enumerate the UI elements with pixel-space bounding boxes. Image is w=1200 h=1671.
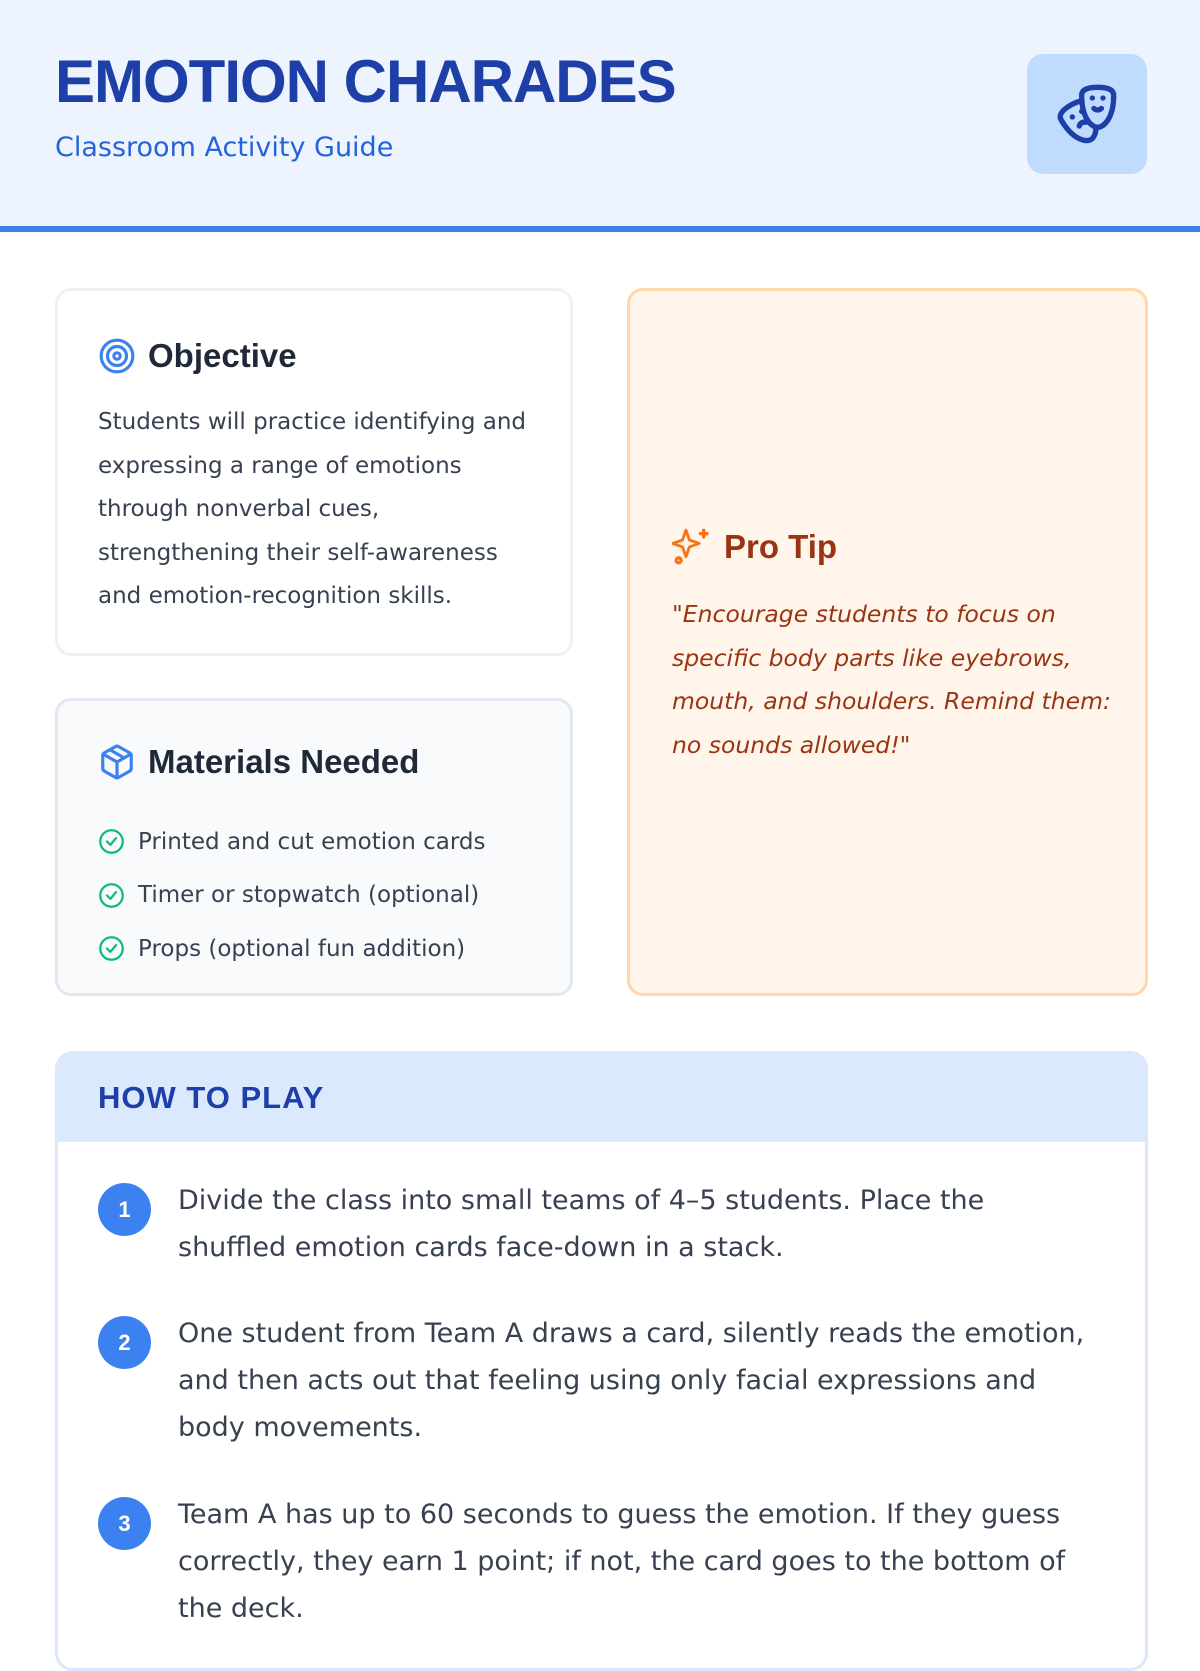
material-label: Timer or stopwatch (optional) <box>138 882 480 909</box>
header-icon-badge <box>1027 54 1147 174</box>
objective-card <box>55 288 573 656</box>
materials-list <box>98 815 485 976</box>
page-header <box>0 0 1200 232</box>
step-text: One student from Team A draws a card, silently reads the emotion, and then acts out that feeling using only facial expressions and body movements. <box>178 1318 1085 1443</box>
materials-card <box>55 698 573 996</box>
list-item <box>98 922 485 976</box>
materials-title: Materials Needed <box>148 743 420 780</box>
how-to-play-header <box>58 1054 1145 1142</box>
list-item <box>98 815 485 869</box>
pro-tip-text: "Encourage students to focus on specific body parts like eyebrows, mouth, and shoulders. Remind them: no sounds allowed!" <box>672 600 1111 759</box>
material-label: Printed and cut emotion cards <box>138 828 486 855</box>
step-text: Divide the class into small teams of 4–5 students. Place the shuffled emotion cards face-down in a stack. <box>178 1185 985 1263</box>
step-number-badge: 1 <box>98 1183 151 1236</box>
check-circle-icon <box>98 828 125 855</box>
material-label: Props (optional fun addition) <box>138 935 466 962</box>
objective-text: Students will practice identifying and expressing a range of emotions through nonverbal cues, strengthening their self-awareness and emotion-recognition skills. <box>98 409 527 609</box>
check-circle-icon <box>98 935 125 962</box>
target-icon <box>98 337 136 375</box>
box-icon <box>98 743 136 781</box>
pro-tip-title: Pro Tip <box>724 528 838 565</box>
pro-tip-card <box>627 288 1148 996</box>
step-text: Team A has up to 60 seconds to guess the emotion. If they guess correctly, they earn 1 point; if not, the card goes to the bottom of the deck. <box>178 1499 1066 1624</box>
list-item <box>98 869 485 923</box>
step-number-badge: 2 <box>98 1316 151 1369</box>
objective-heading <box>98 337 297 375</box>
page-title: EMOTION CHARADES <box>55 48 676 115</box>
how-to-play-section <box>55 1051 1148 1671</box>
objective-title: Objective <box>148 337 297 374</box>
materials-heading <box>98 743 419 781</box>
check-circle-icon <box>98 882 125 909</box>
how-to-play-title: HOW TO PLAY <box>98 1080 325 1115</box>
page-subtitle: Classroom Activity Guide <box>55 132 394 163</box>
sparkles-icon <box>672 527 712 567</box>
pro-tip-heading <box>672 527 1112 567</box>
step-number-badge: 3 <box>98 1497 151 1550</box>
theater-masks-icon <box>1055 82 1119 146</box>
